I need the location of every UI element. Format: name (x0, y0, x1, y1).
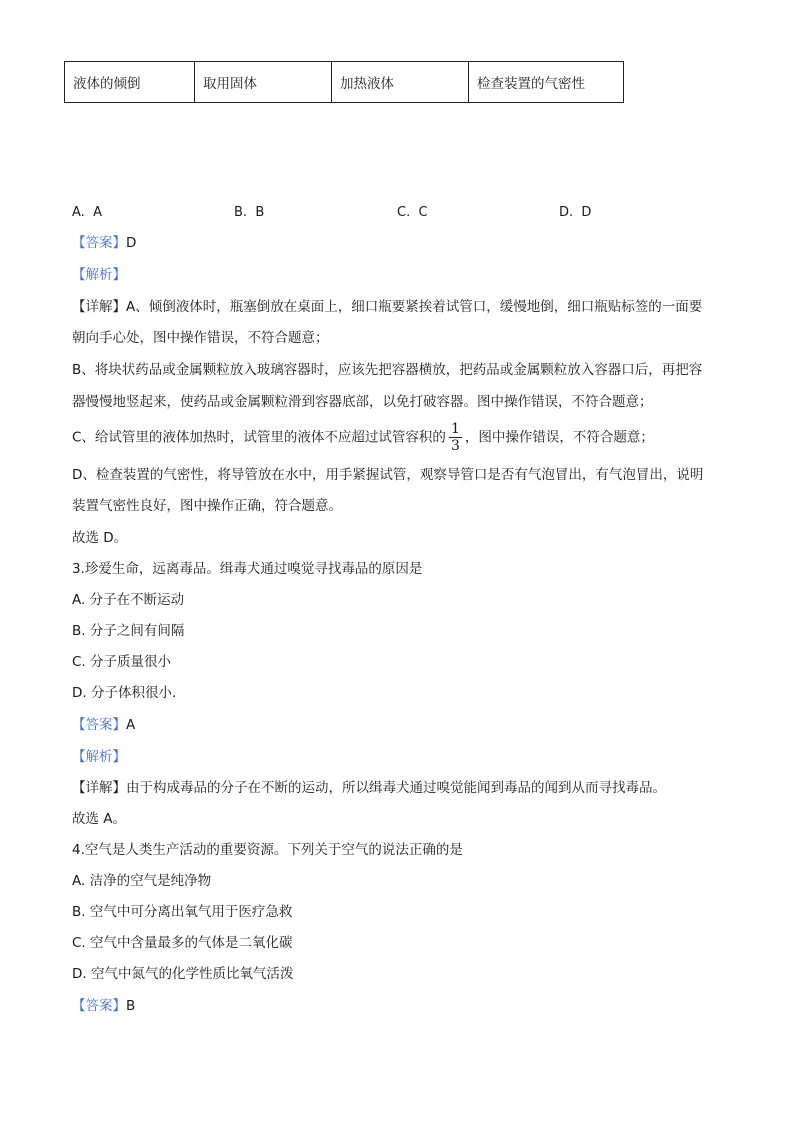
q4-stem: 4.空气是人类生产活动的重要资源。下列关于空气的说法正确的是 (72, 842, 463, 858)
q4-option-d: D. 空气中氮气的化学性质比氧气活泼 (72, 966, 294, 982)
q3-conclusion: 故选 A。 (72, 811, 127, 827)
q3-option-d: D. 分子体积很小. (72, 685, 177, 701)
table-cell: 检查装置的气密性 (469, 62, 624, 103)
q2-analysis-heading: 【解析】 (72, 267, 126, 283)
q3-answer: 【答案】A (72, 717, 136, 733)
option-a: A. A (72, 205, 102, 220)
q3-option-a: A. 分子在不断运动 (72, 592, 185, 608)
q2-detail-d: D、检查装置的气密性，将导管放在水中，用手紧握试管，观察导管口是否有气泡冒出，有气泡冒出，说明 (72, 467, 704, 483)
q2-conclusion: 故选 D。 (72, 530, 128, 546)
q2-detail-d-cont: 装置气密性良好，图中操作正确，符合题意。 (72, 498, 342, 514)
q2-answer: 【答案】D (72, 235, 137, 251)
q4-answer: 【答案】B (72, 998, 136, 1014)
option-c: C. C (397, 205, 428, 220)
q2-detail-c: C、给试管里的液体加热时，试管里的液体不应超过试管容积的 $\frac{1}{3}$ ，图中操作错误，不符合题意； (72, 421, 654, 454)
option-b: B. B (234, 205, 265, 220)
option-d: D. D (559, 205, 592, 220)
fraction-one-third: $\frac{1}{3}$ (450, 421, 460, 454)
q3-option-c: C. 分子质量很小 (72, 654, 172, 670)
q3-stem: 3.珍爱生命，远离毒品。缉毒犬通过嗅觉寻找毒品的原因是 (72, 561, 423, 577)
q2-detail-a-cont: 朝向手心处，图中操作错误，不符合题意； (72, 330, 329, 346)
q4-option-c: C. 空气中含量最多的气体是二氧化碳 (72, 935, 293, 951)
q2-detail-b-cont: 器慢慢地竖起来，使药品或金属颗粒滑到容器底部，以免打破容器。图中操作错误，不符合题意； (72, 394, 653, 410)
table-cell: 液体的倾倒 (65, 62, 195, 103)
table-row (65, 62, 624, 103)
q3-option-b: B. 分子之间有间隔 (72, 623, 185, 639)
apparatus-table (64, 61, 624, 103)
q2-detail-b: B、将块状药品或金属颗粒放入玻璃容器时，应该先把容器横放，把药品或金属颗粒放入容器口后，再把容 (72, 362, 703, 378)
q4-option-b: B. 空气中可分离出氧气用于医疗急救 (72, 904, 293, 920)
q3-detail: 【详解】由于构成毒品的分子在不断的运动，所以缉毒犬通过嗅觉能闻到毒品的闻到从而寻找毒品。 (72, 780, 666, 796)
q4-option-a: A. 洁净的空气是纯净物 (72, 873, 212, 889)
table-cell: 加热液体 (332, 62, 469, 103)
q2-detail-a: 【详解】A、倾倒液体时，瓶塞倒放在桌面上，细口瓶要紧挨着试管口，缓慢地倒，细口瓶贴标签的一面要 (72, 299, 703, 315)
q3-analysis-heading: 【解析】 (72, 749, 126, 765)
table-cell: 取用固体 (195, 62, 332, 103)
